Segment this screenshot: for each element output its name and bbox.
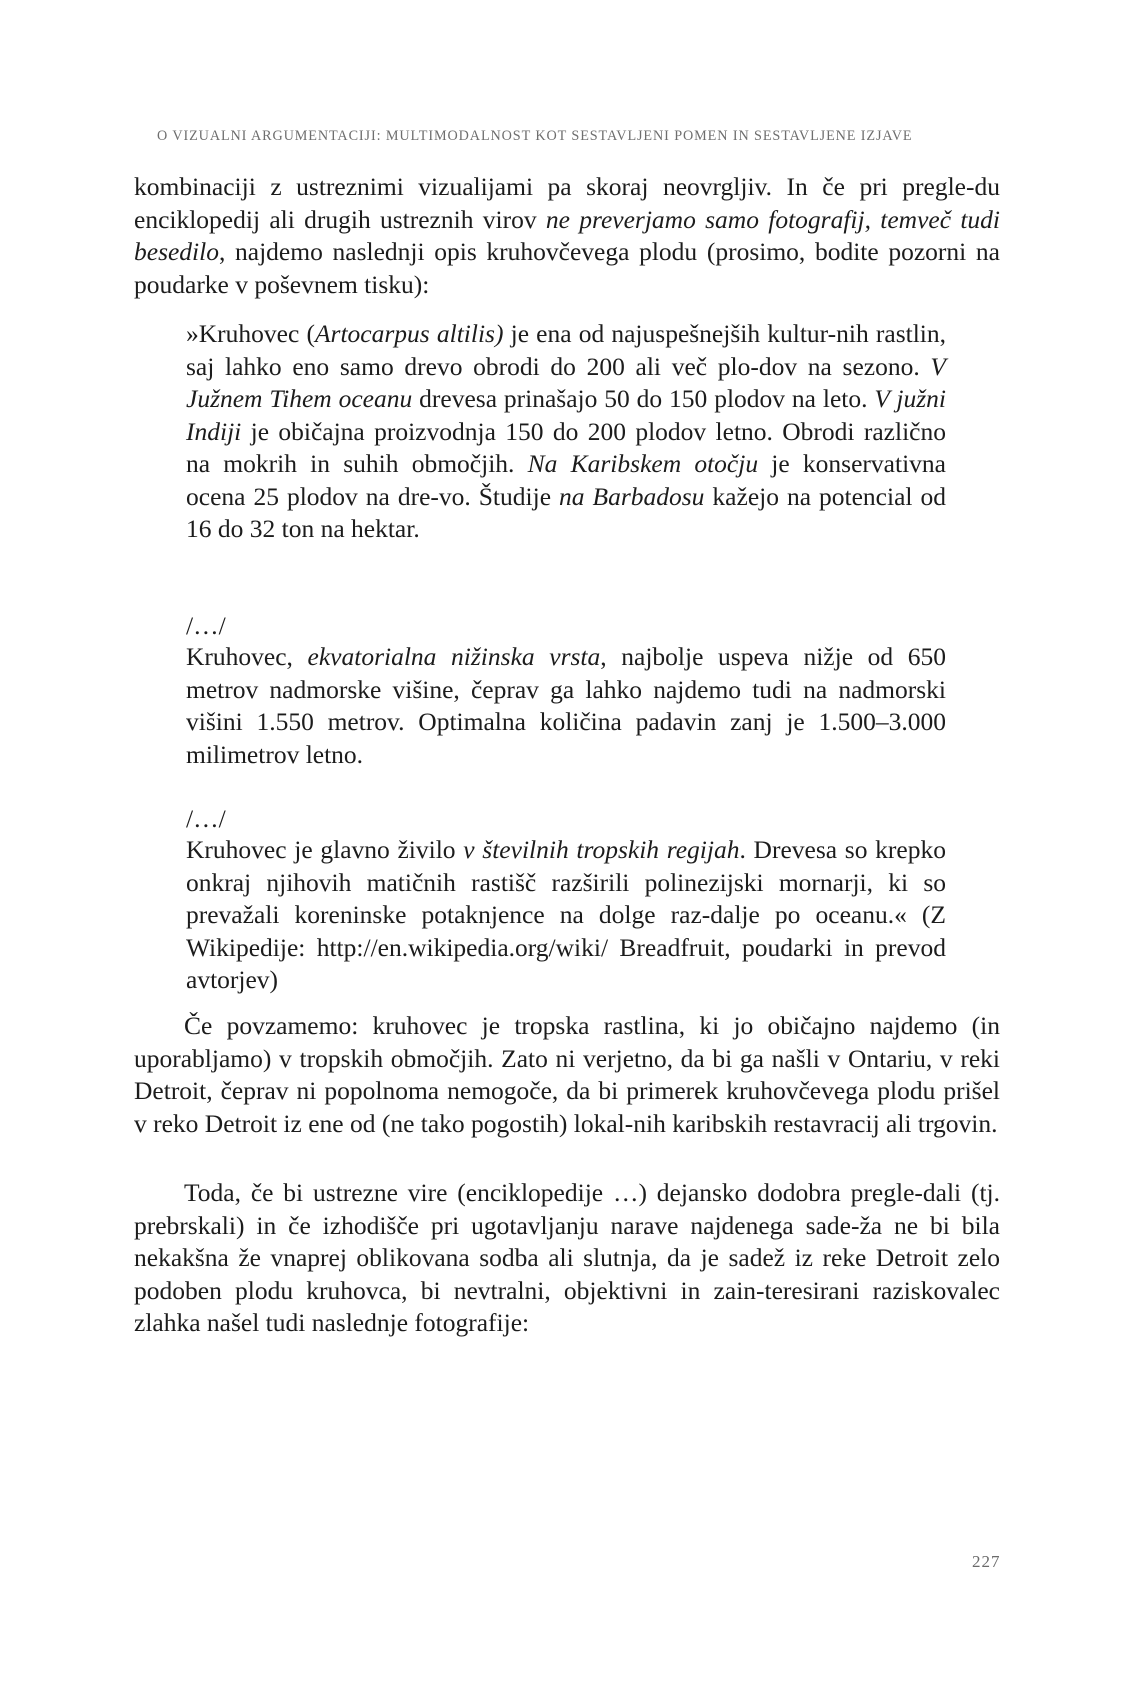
quote-text: . Drevesa so krepko onkraj njihovih matičnih rastišč razširili polinezijski mornarji, ki so prevažali koreninske potaknjence na dolge raz-dalje po oceanu.« (Z Wikipedije: http://en.wikipedia.org/wiki/ Breadfruit, poudarki in prevod avtorjev) bbox=[186, 835, 946, 994]
summary-text: Če povzamemo: kruhovec je tropska rastlina, ki jo običajno najdemo (in uporabljamo) v tropskih območjih. Zato ni verjetno, da bi ga našli v Ontariu, v reki Detroit, čeprav ni popolnoma nemogoče, da bi primerek kruhovčevega plodu prišel v reko Detroit iz ene od (ne tako pogostih) lokal-nih karibskih restavracij ali trgovin. bbox=[134, 1011, 1000, 1138]
quote-ellipsis-2 bbox=[186, 803, 946, 836]
intro-text bbox=[134, 171, 1000, 301]
quote-emphasis: na Barbadosu bbox=[559, 481, 705, 511]
intro-emphasis: ne preverjamo samo fotografij, temveč tudi besedilo bbox=[134, 204, 1000, 266]
quote-emphasis: Artocarpus altilis) bbox=[314, 319, 504, 348]
quote-text: »Kruhovec ( bbox=[186, 319, 315, 348]
quote-paragraph-staple bbox=[186, 834, 946, 997]
quote-text: Kruhovec, bbox=[186, 642, 308, 671]
however-text: Toda, če bi ustrezne vire (enciklopedije …) dejansko dodobra pregle-dali (tj. prebrskali) in če izhodišče pri ugotavljanju narave najdenega sade-ža ne bi bila nekakšna že vnaprej oblikovana sodba ali slutnja, da je sadež iz reke Detroit zelo podoben plodu kruhovca, bi nevtralni, objektivni in zain-teresirani raziskovalec zlahka našel tudi naslednje fotografije: bbox=[134, 1178, 1000, 1337]
quote-text: Kruhovec je glavno živilo bbox=[186, 835, 464, 864]
however-paragraph bbox=[134, 1177, 1000, 1340]
quote-paragraph-habitat bbox=[186, 641, 946, 771]
quote-text: , najbolje uspeva nižje od 650 metrov nadmorske višine, čeprav ga lahko najdemo tudi na nadmorski višini 1.550 metrov. Optimalna količina padavin zanj je 1.500–3.000 milimetrov letno. bbox=[186, 642, 947, 769]
quote-text: kažejo na potencial od 16 do 32 ton na hektar. bbox=[186, 481, 946, 543]
quote-text: je običajna proizvodnja 150 do 200 plodov letno. Obrodi različno na mokrih in suhih območjih. bbox=[186, 416, 946, 478]
ellipsis-marker: /…/ bbox=[186, 804, 226, 833]
quote-ellipsis-1 bbox=[186, 610, 946, 643]
quote-text: je ena od najuspešnejših kultur-nih rastlin, saj lahko eno samo drevo obrodi do 200 ali več plo-dov na sezono. bbox=[186, 319, 946, 381]
intro-text-part2: , najdemo naslednji opis kruhovčevega plodu (prosimo, bodite pozorni na poudarke v poševnem tisku): bbox=[134, 237, 1000, 299]
quote-emphasis: ekvatorialna nižinska vrsta bbox=[307, 642, 601, 671]
quote-paragraph-yield bbox=[186, 318, 946, 546]
quote-emphasis: V južni Indiji bbox=[186, 384, 946, 446]
intro-text-part1: kombinaciji z ustreznimi vizualijami pa skoraj neovrgljiv. In če pri pregle-du enciklopedij ali drugih ustreznih virov bbox=[134, 172, 1000, 234]
quote-text: je konservativna ocena 25 plodov na dre-vo. Študije bbox=[186, 449, 946, 511]
quote-emphasis: Na Karibskem otočju bbox=[527, 449, 759, 478]
page-number: 227 bbox=[972, 1552, 1001, 1571]
wikipedia-quote bbox=[186, 318, 946, 546]
intro-paragraph bbox=[134, 171, 1000, 301]
ellipsis-marker: /…/ bbox=[186, 611, 226, 640]
running-header: O VIZUALNI ARGUMENTACIJI: MULTIMODALNOST KOT SESTAVLJENI POMEN IN SESTAVLJENE IZJAVE bbox=[157, 128, 913, 144]
summary-paragraph bbox=[134, 1010, 1000, 1140]
quote-paragraph bbox=[186, 641, 946, 771]
quote-paragraph bbox=[186, 834, 946, 997]
quote-text: drevesa prinašajo 50 do 150 plodov na leto. bbox=[412, 384, 875, 413]
quote-emphasis: V Južnem Tihem oceanu bbox=[186, 351, 946, 413]
quote-emphasis: v številnih tropskih regijah bbox=[463, 835, 740, 864]
